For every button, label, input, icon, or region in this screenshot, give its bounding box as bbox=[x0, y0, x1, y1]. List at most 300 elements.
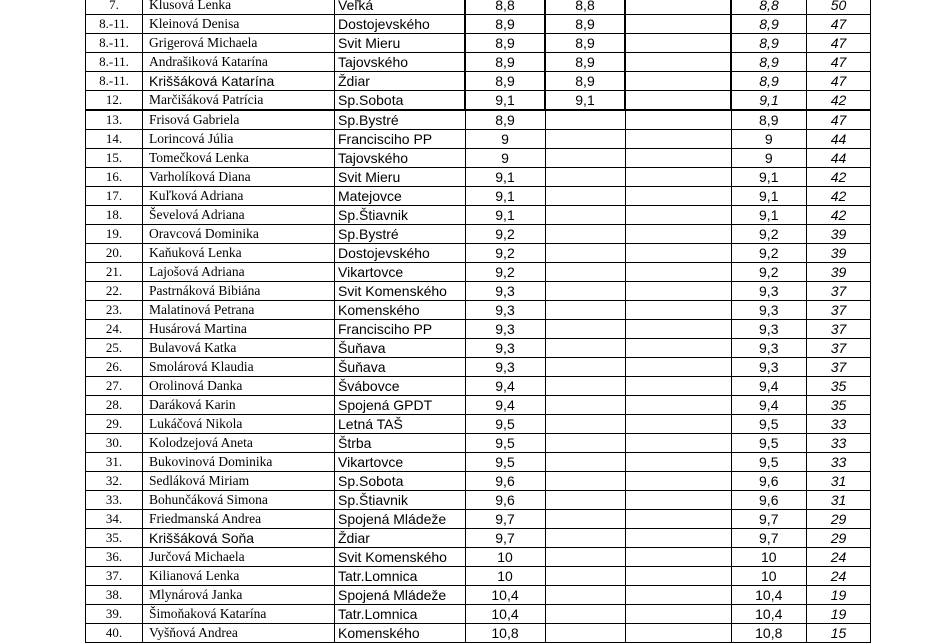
table-row bbox=[86, 15, 871, 34]
run2-cell bbox=[545, 567, 625, 586]
run2-cell bbox=[545, 206, 625, 225]
run3-cell bbox=[625, 187, 731, 206]
run1-cell: 8,9 bbox=[465, 53, 545, 72]
name-cell: Friedmanská Andrea bbox=[143, 510, 335, 529]
run3-cell bbox=[625, 339, 731, 358]
run1-cell: 9,4 bbox=[465, 377, 545, 396]
school-cell: Spojená GPDT bbox=[335, 396, 466, 415]
name-cell: Malatinová Petrana bbox=[143, 301, 335, 320]
best-time-cell: 9,1 bbox=[731, 91, 807, 111]
run3-cell bbox=[625, 586, 731, 605]
name-cell: Bukovinová Dominika bbox=[143, 453, 335, 472]
best-time-cell: 10,8 bbox=[731, 624, 807, 643]
school-cell: Dostojevského bbox=[335, 15, 466, 34]
rank-cell: 26. bbox=[86, 358, 143, 377]
run2-cell bbox=[545, 491, 625, 510]
run1-cell: 8,9 bbox=[465, 110, 545, 130]
school-cell: Šuňava bbox=[335, 339, 466, 358]
run2-cell bbox=[545, 130, 625, 149]
school-cell: Matejovce bbox=[335, 187, 466, 206]
rank-cell: 31. bbox=[86, 453, 143, 472]
table-row bbox=[86, 434, 871, 453]
points-cell: 24 bbox=[807, 548, 871, 567]
run3-cell bbox=[625, 206, 731, 225]
best-time-cell: 9,3 bbox=[731, 339, 807, 358]
points-cell: 42 bbox=[807, 187, 871, 206]
name-cell: Mlynárová Janka bbox=[143, 586, 335, 605]
best-time-cell: 9,7 bbox=[731, 529, 807, 548]
school-cell: Spojená Mládeže bbox=[335, 586, 466, 605]
rank-cell: 18. bbox=[86, 206, 143, 225]
school-cell: Svit Komenského bbox=[335, 548, 466, 567]
run2-cell bbox=[545, 472, 625, 491]
school-cell: Švábovce bbox=[335, 377, 466, 396]
points-cell: 29 bbox=[807, 510, 871, 529]
school-cell: Sp.Bystré bbox=[335, 110, 466, 130]
best-time-cell: 9,5 bbox=[731, 415, 807, 434]
run3-cell bbox=[625, 225, 731, 244]
table-row bbox=[86, 206, 871, 225]
run2-cell bbox=[545, 624, 625, 643]
rank-cell: 8.-11. bbox=[86, 53, 143, 72]
run3-cell bbox=[625, 244, 731, 263]
points-cell: 19 bbox=[807, 586, 871, 605]
points-cell: 37 bbox=[807, 358, 871, 377]
name-cell: Kriššáková Soňa bbox=[143, 529, 335, 548]
points-cell: 42 bbox=[807, 91, 871, 111]
table-row bbox=[86, 53, 871, 72]
name-cell: Lajošová Adriana bbox=[143, 263, 335, 282]
school-cell: Vikartovce bbox=[335, 263, 466, 282]
run1-cell: 9,3 bbox=[465, 320, 545, 339]
best-time-cell: 9,2 bbox=[731, 244, 807, 263]
run3-cell bbox=[625, 434, 731, 453]
run2-cell bbox=[545, 415, 625, 434]
name-cell: Sedláková Miriam bbox=[143, 472, 335, 491]
school-cell: Sp.Sobota bbox=[335, 472, 466, 491]
best-time-cell: 9,1 bbox=[731, 187, 807, 206]
run1-cell: 8,9 bbox=[465, 34, 545, 53]
name-cell: Vyšňová Andrea bbox=[143, 624, 335, 643]
run2-cell: 8,8 bbox=[545, 0, 625, 15]
run3-cell bbox=[625, 53, 731, 72]
run1-cell: 8,8 bbox=[465, 0, 545, 15]
name-cell: Daráková Karin bbox=[143, 396, 335, 415]
rank-cell: 17. bbox=[86, 187, 143, 206]
name-cell: Bulavová Katka bbox=[143, 339, 335, 358]
run2-cell bbox=[545, 225, 625, 244]
run1-cell: 9,1 bbox=[465, 91, 545, 111]
run3-cell bbox=[625, 110, 731, 130]
run1-cell: 9,3 bbox=[465, 301, 545, 320]
run1-cell: 9,2 bbox=[465, 225, 545, 244]
best-time-cell: 10 bbox=[731, 567, 807, 586]
school-cell: Svit Komenského bbox=[335, 282, 466, 301]
best-time-cell: 10,4 bbox=[731, 586, 807, 605]
school-cell: Tatr.Lomnica bbox=[335, 605, 466, 624]
school-cell: Komenského bbox=[335, 301, 466, 320]
run3-cell bbox=[625, 301, 731, 320]
name-cell: Marčišáková Patrícia bbox=[143, 91, 335, 111]
run2-cell bbox=[545, 110, 625, 130]
table-row bbox=[86, 586, 871, 605]
run2-cell bbox=[545, 586, 625, 605]
name-cell: Smolárová Klaudia bbox=[143, 358, 335, 377]
run2-cell bbox=[545, 453, 625, 472]
run1-cell: 9,5 bbox=[465, 453, 545, 472]
points-cell: 44 bbox=[807, 149, 871, 168]
results-sheet bbox=[85, 0, 860, 643]
rank-cell: 32. bbox=[86, 472, 143, 491]
table-row bbox=[86, 130, 871, 149]
rank-cell: 28. bbox=[86, 396, 143, 415]
school-cell: Dostojevského bbox=[335, 244, 466, 263]
points-cell: 35 bbox=[807, 377, 871, 396]
run2-cell bbox=[545, 358, 625, 377]
run2-cell bbox=[545, 605, 625, 624]
name-cell: Ševelová Adriana bbox=[143, 206, 335, 225]
table-row bbox=[86, 605, 871, 624]
table-row bbox=[86, 244, 871, 263]
run2-cell bbox=[545, 548, 625, 567]
best-time-cell: 8,9 bbox=[731, 72, 807, 91]
run1-cell: 10 bbox=[465, 548, 545, 567]
name-cell: Šimoňaková Katarína bbox=[143, 605, 335, 624]
run1-cell: 9,2 bbox=[465, 244, 545, 263]
school-cell: Sp.Sobota bbox=[335, 91, 466, 111]
best-time-cell: 9 bbox=[731, 130, 807, 149]
best-time-cell: 8,8 bbox=[731, 0, 807, 15]
run1-cell: 9,3 bbox=[465, 282, 545, 301]
points-cell: 33 bbox=[807, 415, 871, 434]
rank-cell: 38. bbox=[86, 586, 143, 605]
run1-cell: 8,9 bbox=[465, 72, 545, 91]
run2-cell: 8,9 bbox=[545, 72, 625, 91]
table-row bbox=[86, 187, 871, 206]
points-cell: 47 bbox=[807, 53, 871, 72]
table-row bbox=[86, 472, 871, 491]
school-cell: Svit Mieru bbox=[335, 34, 466, 53]
best-time-cell: 10,4 bbox=[731, 605, 807, 624]
points-cell: 24 bbox=[807, 567, 871, 586]
table-row bbox=[86, 624, 871, 643]
run2-cell bbox=[545, 301, 625, 320]
run3-cell bbox=[625, 91, 731, 111]
run1-cell: 9,1 bbox=[465, 168, 545, 187]
run2-cell bbox=[545, 263, 625, 282]
best-time-cell: 9,6 bbox=[731, 472, 807, 491]
best-time-cell: 9,6 bbox=[731, 491, 807, 510]
name-cell: Jurčová Michaela bbox=[143, 548, 335, 567]
table-row bbox=[86, 358, 871, 377]
run3-cell bbox=[625, 529, 731, 548]
name-cell: Kilianová Lenka bbox=[143, 567, 335, 586]
table-row bbox=[86, 548, 871, 567]
rank-cell: 27. bbox=[86, 377, 143, 396]
run3-cell bbox=[625, 149, 731, 168]
table-row bbox=[86, 168, 871, 187]
run1-cell: 9 bbox=[465, 149, 545, 168]
run2-cell: 8,9 bbox=[545, 15, 625, 34]
table-row bbox=[86, 301, 871, 320]
best-time-cell: 8,9 bbox=[731, 53, 807, 72]
rank-cell: 39. bbox=[86, 605, 143, 624]
run3-cell bbox=[625, 567, 731, 586]
run1-cell: 9,2 bbox=[465, 263, 545, 282]
rank-cell: 21. bbox=[86, 263, 143, 282]
points-cell: 37 bbox=[807, 339, 871, 358]
run3-cell bbox=[625, 510, 731, 529]
best-time-cell: 9,3 bbox=[731, 301, 807, 320]
name-cell: Kleinová Denisa bbox=[143, 15, 335, 34]
points-cell: 33 bbox=[807, 434, 871, 453]
best-time-cell: 9,7 bbox=[731, 510, 807, 529]
table-row bbox=[86, 110, 871, 130]
run2-cell bbox=[545, 377, 625, 396]
points-cell: 37 bbox=[807, 301, 871, 320]
run2-cell bbox=[545, 510, 625, 529]
rank-cell: 8.-11. bbox=[86, 34, 143, 53]
rank-cell: 15. bbox=[86, 149, 143, 168]
run3-cell bbox=[625, 453, 731, 472]
points-cell: 39 bbox=[807, 225, 871, 244]
run2-cell bbox=[545, 529, 625, 548]
run3-cell bbox=[625, 548, 731, 567]
name-cell: Lorincová Júlia bbox=[143, 130, 335, 149]
points-cell: 19 bbox=[807, 605, 871, 624]
best-time-cell: 9,3 bbox=[731, 320, 807, 339]
name-cell: Bohunčáková Simona bbox=[143, 491, 335, 510]
run1-cell: 9,6 bbox=[465, 491, 545, 510]
rank-cell: 7. bbox=[86, 0, 143, 15]
table-row bbox=[86, 225, 871, 244]
rank-cell: 23. bbox=[86, 301, 143, 320]
name-cell: Pastrnáková Bibiána bbox=[143, 282, 335, 301]
rank-cell: 14. bbox=[86, 130, 143, 149]
name-cell: Oravcová Dominika bbox=[143, 225, 335, 244]
rank-cell: 13. bbox=[86, 110, 143, 130]
run1-cell: 10,4 bbox=[465, 605, 545, 624]
best-time-cell: 8,9 bbox=[731, 15, 807, 34]
run3-cell bbox=[625, 34, 731, 53]
points-cell: 39 bbox=[807, 263, 871, 282]
school-cell: Tajovského bbox=[335, 53, 466, 72]
school-cell: Šuňava bbox=[335, 358, 466, 377]
school-cell: Tatr.Lomnica bbox=[335, 567, 466, 586]
rank-cell: 24. bbox=[86, 320, 143, 339]
best-time-cell: 8,9 bbox=[731, 110, 807, 130]
points-cell: 47 bbox=[807, 72, 871, 91]
run2-cell bbox=[545, 187, 625, 206]
table-row bbox=[86, 0, 871, 15]
run2-cell: 8,9 bbox=[545, 53, 625, 72]
school-cell: Komenského bbox=[335, 624, 466, 643]
best-time-cell: 9,5 bbox=[731, 434, 807, 453]
school-cell: Spojená Mládeže bbox=[335, 510, 466, 529]
rank-cell: 8.-11. bbox=[86, 72, 143, 91]
run3-cell bbox=[625, 168, 731, 187]
rank-cell: 20. bbox=[86, 244, 143, 263]
run1-cell: 9,7 bbox=[465, 529, 545, 548]
best-time-cell: 9,3 bbox=[731, 358, 807, 377]
best-time-cell: 10 bbox=[731, 548, 807, 567]
rank-cell: 35. bbox=[86, 529, 143, 548]
school-cell: Letná TAŠ bbox=[335, 415, 466, 434]
run1-cell: 9,4 bbox=[465, 396, 545, 415]
name-cell: Grigerová Michaela bbox=[143, 34, 335, 53]
run2-cell bbox=[545, 168, 625, 187]
run2-cell bbox=[545, 282, 625, 301]
run3-cell bbox=[625, 415, 731, 434]
run3-cell bbox=[625, 130, 731, 149]
table-row bbox=[86, 339, 871, 358]
run1-cell: 9 bbox=[465, 130, 545, 149]
rank-cell: 8.-11. bbox=[86, 15, 143, 34]
points-cell: 29 bbox=[807, 529, 871, 548]
school-cell: Francisciho PP bbox=[335, 320, 466, 339]
rank-cell: 29. bbox=[86, 415, 143, 434]
points-cell: 37 bbox=[807, 320, 871, 339]
rank-cell: 40. bbox=[86, 624, 143, 643]
points-cell: 42 bbox=[807, 168, 871, 187]
name-cell: Kriššáková Katarína bbox=[143, 72, 335, 91]
run3-cell bbox=[625, 377, 731, 396]
school-cell: Svit Mieru bbox=[335, 168, 466, 187]
table-row bbox=[86, 263, 871, 282]
run1-cell: 9,5 bbox=[465, 415, 545, 434]
run2-cell bbox=[545, 320, 625, 339]
run1-cell: 9,6 bbox=[465, 472, 545, 491]
table-row bbox=[86, 491, 871, 510]
table-row bbox=[86, 510, 871, 529]
rank-cell: 36. bbox=[86, 548, 143, 567]
table-row bbox=[86, 91, 871, 111]
run2-cell bbox=[545, 149, 625, 168]
school-cell: Sp.Štiavnik bbox=[335, 206, 466, 225]
rank-cell: 30. bbox=[86, 434, 143, 453]
run1-cell: 9,5 bbox=[465, 434, 545, 453]
points-cell: 47 bbox=[807, 15, 871, 34]
run1-cell: 9,3 bbox=[465, 339, 545, 358]
table-row bbox=[86, 149, 871, 168]
table-row bbox=[86, 377, 871, 396]
table-row bbox=[86, 453, 871, 472]
run2-cell bbox=[545, 396, 625, 415]
rank-cell: 34. bbox=[86, 510, 143, 529]
run3-cell bbox=[625, 624, 731, 643]
run3-cell bbox=[625, 282, 731, 301]
run3-cell bbox=[625, 605, 731, 624]
rank-cell: 16. bbox=[86, 168, 143, 187]
rank-cell: 12. bbox=[86, 91, 143, 111]
school-cell: Veľká bbox=[335, 0, 466, 15]
school-cell: Tajovského bbox=[335, 149, 466, 168]
run1-cell: 9,7 bbox=[465, 510, 545, 529]
best-time-cell: 9,2 bbox=[731, 263, 807, 282]
run1-cell: 8,9 bbox=[465, 15, 545, 34]
points-cell: 47 bbox=[807, 110, 871, 130]
school-cell: Sp.Bystré bbox=[335, 225, 466, 244]
school-cell: Ždiar bbox=[335, 529, 466, 548]
run2-cell: 8,9 bbox=[545, 34, 625, 53]
best-time-cell: 9 bbox=[731, 149, 807, 168]
points-cell: 31 bbox=[807, 472, 871, 491]
name-cell: Husárová Martina bbox=[143, 320, 335, 339]
points-cell: 37 bbox=[807, 282, 871, 301]
name-cell: Kuľková Adriana bbox=[143, 187, 335, 206]
table-row bbox=[86, 34, 871, 53]
school-cell: Ždiar bbox=[335, 72, 466, 91]
table-row bbox=[86, 72, 871, 91]
run2-cell: 9,1 bbox=[545, 91, 625, 111]
points-cell: 31 bbox=[807, 491, 871, 510]
best-time-cell: 9,3 bbox=[731, 282, 807, 301]
name-cell: Kaňuková Lenka bbox=[143, 244, 335, 263]
table-row bbox=[86, 396, 871, 415]
run3-cell bbox=[625, 396, 731, 415]
school-cell: Vikartovce bbox=[335, 453, 466, 472]
points-cell: 50 bbox=[807, 0, 871, 15]
run3-cell bbox=[625, 263, 731, 282]
points-cell: 44 bbox=[807, 130, 871, 149]
rank-cell: 19. bbox=[86, 225, 143, 244]
run1-cell: 9,1 bbox=[465, 206, 545, 225]
points-cell: 39 bbox=[807, 244, 871, 263]
run1-cell: 10,8 bbox=[465, 624, 545, 643]
points-cell: 15 bbox=[807, 624, 871, 643]
name-cell: Andrašiková Katarína bbox=[143, 53, 335, 72]
run3-cell bbox=[625, 358, 731, 377]
name-cell: Frisová Gabriela bbox=[143, 110, 335, 130]
points-cell: 42 bbox=[807, 206, 871, 225]
school-cell: Francisciho PP bbox=[335, 130, 466, 149]
run2-cell bbox=[545, 244, 625, 263]
table-row bbox=[86, 282, 871, 301]
table-row bbox=[86, 529, 871, 548]
run3-cell bbox=[625, 320, 731, 339]
best-time-cell: 8,9 bbox=[731, 34, 807, 53]
points-cell: 35 bbox=[807, 396, 871, 415]
run2-cell bbox=[545, 434, 625, 453]
best-time-cell: 9,5 bbox=[731, 453, 807, 472]
run1-cell: 10,4 bbox=[465, 586, 545, 605]
best-time-cell: 9,1 bbox=[731, 168, 807, 187]
name-cell: Lukáčová Nikola bbox=[143, 415, 335, 434]
rank-cell: 25. bbox=[86, 339, 143, 358]
table-row bbox=[86, 415, 871, 434]
run1-cell: 9,3 bbox=[465, 358, 545, 377]
run1-cell: 10 bbox=[465, 567, 545, 586]
rank-cell: 22. bbox=[86, 282, 143, 301]
points-cell: 33 bbox=[807, 453, 871, 472]
points-cell: 47 bbox=[807, 34, 871, 53]
name-cell: Varholíková Diana bbox=[143, 168, 335, 187]
results-table bbox=[85, 0, 871, 643]
school-cell: Sp.Štiavnik bbox=[335, 491, 466, 510]
name-cell: Kolodzejová Aneta bbox=[143, 434, 335, 453]
run3-cell bbox=[625, 0, 731, 15]
run1-cell: 9,1 bbox=[465, 187, 545, 206]
run3-cell bbox=[625, 15, 731, 34]
run2-cell bbox=[545, 339, 625, 358]
best-time-cell: 9,4 bbox=[731, 377, 807, 396]
run3-cell bbox=[625, 72, 731, 91]
name-cell: Klusová Lenka bbox=[143, 0, 335, 15]
best-time-cell: 9,2 bbox=[731, 225, 807, 244]
run3-cell bbox=[625, 491, 731, 510]
name-cell: Orolinová Danka bbox=[143, 377, 335, 396]
best-time-cell: 9,1 bbox=[731, 206, 807, 225]
